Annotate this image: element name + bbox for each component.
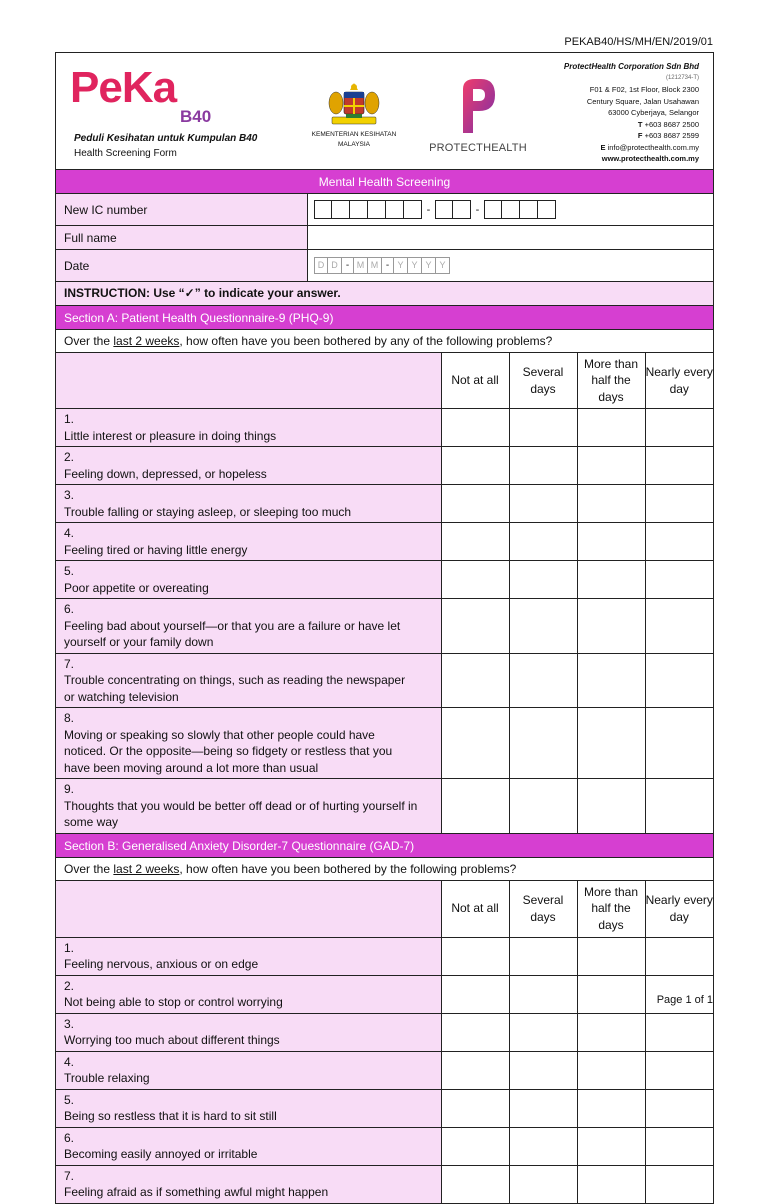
question-label: Feeling down, depressed, or hopeless xyxy=(64,466,267,481)
table-row xyxy=(56,937,713,975)
section-a-question-pre: Over the xyxy=(64,334,114,348)
answer-cell[interactable] xyxy=(441,779,509,833)
question-text xyxy=(56,561,441,599)
email-address: info@protecthealth.com.my xyxy=(607,142,699,152)
ic-digit-box[interactable] xyxy=(538,200,556,219)
answer-cell[interactable] xyxy=(577,409,645,447)
address-line-1: F01 & F02, 1st Floor, Block 2300 xyxy=(589,85,699,94)
question-label: Worrying too much about different things xyxy=(64,1033,280,1047)
answer-cell[interactable] xyxy=(441,708,509,779)
page-number: Page 1 of 1 xyxy=(656,994,713,1006)
answer-cell[interactable] xyxy=(441,409,509,447)
telephone-label: T xyxy=(637,119,643,129)
ic-digit-box[interactable] xyxy=(386,200,404,219)
table-row xyxy=(56,1013,713,1051)
question-text xyxy=(56,485,441,523)
instruction: INSTRUCTION: Use “✓” to indicate your answer. xyxy=(56,281,713,305)
form-title: Mental Health Screening xyxy=(56,169,713,193)
section-b-question-post: , how often have you been bothered by the following problems? xyxy=(179,861,517,876)
section-a-question-post: , how often have you been bothered by any of the following problems? xyxy=(179,334,553,348)
question-number: 4. xyxy=(64,526,75,540)
question-number: 8. xyxy=(64,711,75,725)
ic-number-label: New IC number xyxy=(56,194,308,225)
table-row xyxy=(56,779,713,833)
answer-cell[interactable] xyxy=(509,937,577,975)
date-separator: - xyxy=(342,257,354,274)
answer-cell[interactable] xyxy=(645,653,713,708)
answer-cell[interactable] xyxy=(645,409,713,447)
ic-digit-box[interactable] xyxy=(502,200,520,219)
answer-cell[interactable] xyxy=(509,1127,577,1165)
table-row xyxy=(56,599,713,654)
section-a-question xyxy=(56,329,713,352)
ic-number-row xyxy=(56,193,713,225)
section-b-question-emphasis: last 2 weeks xyxy=(113,861,180,876)
protecthealth-wordmark: PROTECTHEALTH xyxy=(429,142,527,154)
answer-cell[interactable] xyxy=(441,1127,509,1165)
ic-part-2[interactable] xyxy=(435,200,471,219)
phq9-header-blank xyxy=(56,353,441,409)
answer-cell[interactable] xyxy=(509,599,577,654)
question-number: 3. xyxy=(64,488,75,502)
date-year-box[interactable]: Y xyxy=(436,257,450,274)
website: www.protecthealth.com.my xyxy=(601,154,699,163)
option-more-than-half: More than half the days xyxy=(577,353,645,409)
address-line-2: Century Square, Jalan Usahawan xyxy=(586,96,699,106)
answer-cell[interactable] xyxy=(441,447,509,485)
answer-cell[interactable] xyxy=(577,708,645,779)
answer-cell[interactable] xyxy=(441,1089,509,1127)
answer-cell[interactable] xyxy=(645,1051,713,1089)
section-a-title: Section A: Patient Health Questionnaire-9 (PHQ-9) xyxy=(56,305,713,329)
answer-cell[interactable] xyxy=(577,523,645,561)
fax-number: +603 8687 2599 xyxy=(644,131,699,140)
answer-cell[interactable] xyxy=(645,447,713,485)
answer-cell[interactable] xyxy=(577,653,645,708)
question-label: Little interest or pleasure in doing things xyxy=(64,428,277,443)
full-name-field[interactable] xyxy=(308,226,713,249)
ministry-crest xyxy=(306,81,402,149)
answer-cell[interactable] xyxy=(441,1165,509,1203)
answer-cell[interactable] xyxy=(577,1051,645,1089)
company-address-block xyxy=(564,61,699,165)
answer-cell[interactable] xyxy=(509,779,577,833)
question-number: 3. xyxy=(64,1016,75,1031)
question-text xyxy=(56,409,441,447)
phq9-table xyxy=(56,352,713,833)
answer-cell[interactable] xyxy=(645,561,713,599)
question-number: 1. xyxy=(64,940,75,955)
question-text xyxy=(56,1127,441,1165)
answer-cell[interactable] xyxy=(645,599,713,654)
answer-cell[interactable] xyxy=(441,1051,509,1089)
answer-cell[interactable] xyxy=(441,485,509,523)
date-month-box[interactable]: M xyxy=(368,257,382,274)
peka-logo: PeKa xyxy=(70,63,177,112)
fax-label: F xyxy=(637,131,643,140)
answer-cell[interactable] xyxy=(441,653,509,708)
answer-cell[interactable] xyxy=(509,653,577,708)
ic-digit-box[interactable] xyxy=(350,200,368,219)
phq9-header-row xyxy=(56,353,713,409)
table-row xyxy=(56,485,713,523)
company-registration: (1212734-T) xyxy=(665,74,699,81)
answer-cell[interactable] xyxy=(645,708,713,779)
answer-cell[interactable] xyxy=(577,561,645,599)
telephone xyxy=(564,119,699,131)
question-label: Not being able to stop or control worrying xyxy=(64,995,283,1009)
option-nearly-every-day: Nearly every day xyxy=(645,353,713,409)
question-number: 9. xyxy=(64,782,75,796)
answer-cell[interactable] xyxy=(645,1127,713,1165)
question-number: 6. xyxy=(64,602,75,616)
protecthealth-p-icon xyxy=(457,75,499,135)
answer-cell[interactable] xyxy=(441,937,509,975)
question-number: 6. xyxy=(64,1130,75,1145)
protecthealth-logo xyxy=(428,75,528,154)
date-label: Date xyxy=(56,250,308,281)
date-boxes[interactable] xyxy=(314,257,450,274)
answer-cell[interactable] xyxy=(577,937,645,975)
answer-cell[interactable] xyxy=(645,779,713,833)
question-text xyxy=(56,599,441,654)
table-row xyxy=(56,1051,713,1089)
question-label: Trouble falling or staying asleep, or sleeping too much xyxy=(64,504,352,519)
answer-cell[interactable] xyxy=(509,1089,577,1127)
ic-number-field[interactable] xyxy=(308,194,713,225)
question-text xyxy=(56,523,441,561)
ic-digit-box[interactable] xyxy=(404,200,422,219)
form-header xyxy=(56,53,713,169)
question-number: 5. xyxy=(64,564,75,578)
answer-cell[interactable] xyxy=(577,779,645,833)
answer-cell[interactable] xyxy=(577,1089,645,1127)
option-not-at-all: Not at all xyxy=(441,880,509,937)
question-number: 2. xyxy=(64,978,75,993)
option-nearly-every-day: Nearly every day xyxy=(645,880,713,937)
answer-cell[interactable] xyxy=(509,409,577,447)
table-row xyxy=(56,561,713,599)
ic-digit-box[interactable] xyxy=(314,200,332,219)
question-number: 1. xyxy=(64,412,75,426)
email xyxy=(564,142,699,154)
document-reference: PEKAB40/HS/MH/EN/2019/01 xyxy=(564,36,713,48)
question-text xyxy=(56,1051,441,1089)
answer-cell[interactable] xyxy=(577,485,645,523)
question-label: Feeling bad about yourself—or that you are a failure or have let yourself or your family down xyxy=(64,618,401,649)
date-year-box[interactable]: Y xyxy=(408,257,422,274)
health-screening-form xyxy=(55,52,714,1204)
ic-digit-box[interactable] xyxy=(368,200,386,219)
full-name-label: Full name xyxy=(56,226,308,249)
option-not-at-all: Not at all xyxy=(441,353,509,409)
question-label: Feeling nervous, anxious or on edge xyxy=(64,957,259,971)
ic-separator: - xyxy=(426,203,431,216)
fax xyxy=(564,130,699,142)
answer-cell[interactable] xyxy=(441,523,509,561)
question-text xyxy=(56,1165,441,1203)
date-year-box[interactable]: Y xyxy=(394,257,408,274)
section-a-question-emphasis: last 2 weeks xyxy=(113,334,180,348)
question-number: 7. xyxy=(64,1168,75,1183)
question-label: Poor appetite or overeating xyxy=(64,580,209,595)
answer-cell[interactable] xyxy=(577,975,645,1013)
answer-cell[interactable] xyxy=(645,1165,713,1203)
ministry-name-line1: KEMENTERIAN KESIHATAN xyxy=(311,131,397,138)
answer-cell[interactable] xyxy=(577,599,645,654)
answer-cell[interactable] xyxy=(577,1127,645,1165)
answer-cell[interactable] xyxy=(577,1013,645,1051)
option-several-days: Several days xyxy=(509,353,577,409)
ministry-name-line2: MALAYSIA xyxy=(337,141,371,148)
date-day-box[interactable]: D xyxy=(328,257,342,274)
answer-cell[interactable] xyxy=(509,485,577,523)
gad7-header-blank xyxy=(56,880,441,937)
date-row xyxy=(56,249,713,281)
question-text xyxy=(56,937,441,975)
date-field[interactable] xyxy=(308,250,713,281)
answer-cell[interactable] xyxy=(509,708,577,779)
question-label: Feeling afraid as if something awful might happen xyxy=(64,1185,329,1199)
question-label: Trouble relaxing xyxy=(64,1071,150,1085)
question-number: 2. xyxy=(64,450,75,464)
question-label: Being so restless that it is hard to sit still xyxy=(64,1109,277,1123)
date-separator: - xyxy=(382,257,394,274)
table-row xyxy=(56,708,713,779)
gad7-table xyxy=(56,880,713,1203)
full-name-row xyxy=(56,225,713,249)
answer-cell[interactable] xyxy=(577,447,645,485)
section-b-question-pre: Over the xyxy=(64,861,114,876)
table-row xyxy=(56,523,713,561)
date-day-box[interactable]: D xyxy=(314,257,328,274)
question-label: Moving or speaking so slowly that other people could have noticed. Or the opposite—being so fidgety or restless that you have been moving around a lot more than usual xyxy=(64,727,393,775)
answer-cell[interactable] xyxy=(509,447,577,485)
date-year-box[interactable]: Y xyxy=(422,257,436,274)
answer-cell[interactable] xyxy=(509,975,577,1013)
answer-cell[interactable] xyxy=(441,599,509,654)
tagline: Peduli Kesihatan untuk Kumpulan B40 xyxy=(74,133,258,144)
question-text xyxy=(56,1013,441,1051)
gad7-header-row xyxy=(56,880,713,937)
peka-logo-b40: B40 xyxy=(180,107,212,126)
ic-digit-box[interactable] xyxy=(435,200,453,219)
answer-cell[interactable] xyxy=(645,523,713,561)
telephone-number: +603 8687 2500 xyxy=(644,119,699,129)
table-row xyxy=(56,447,713,485)
question-text xyxy=(56,447,441,485)
answer-cell[interactable] xyxy=(509,523,577,561)
option-more-than-half: More than half the days xyxy=(577,880,645,937)
ic-digit-box[interactable] xyxy=(520,200,538,219)
form-subtitle: Health Screening Form xyxy=(74,148,177,159)
answer-cell[interactable] xyxy=(441,1013,509,1051)
table-row xyxy=(56,653,713,708)
ic-digit-box[interactable] xyxy=(484,200,502,219)
question-text xyxy=(56,708,441,779)
answer-cell[interactable] xyxy=(441,561,509,599)
answer-cell[interactable] xyxy=(645,1013,713,1051)
answer-cell[interactable] xyxy=(645,1089,713,1127)
answer-cell[interactable] xyxy=(509,1051,577,1089)
answer-cell[interactable] xyxy=(509,561,577,599)
question-number: 4. xyxy=(64,1054,75,1069)
question-text xyxy=(56,779,441,833)
address-line-3: 63000 Cyberjaya, Selangor xyxy=(608,108,699,117)
table-row xyxy=(56,409,713,447)
ic-separator: - xyxy=(475,203,480,216)
coat-of-arms-icon xyxy=(324,81,384,129)
question-text xyxy=(56,653,441,708)
answer-cell[interactable] xyxy=(645,485,713,523)
question-label: Thoughts that you would be better off dead or of hurting yourself in some way xyxy=(64,798,418,829)
answer-cell[interactable] xyxy=(509,1013,577,1051)
answer-cell[interactable] xyxy=(441,975,509,1013)
table-row xyxy=(56,1165,713,1203)
answer-cell[interactable] xyxy=(577,1165,645,1203)
date-month-box[interactable]: M xyxy=(354,257,368,274)
table-row xyxy=(56,1127,713,1165)
ic-digit-box[interactable] xyxy=(332,200,350,219)
ic-digit-box[interactable] xyxy=(453,200,471,219)
table-row xyxy=(56,975,713,1013)
question-text xyxy=(56,975,441,1013)
ic-part-1[interactable] xyxy=(314,200,422,219)
question-number: 7. xyxy=(64,656,75,671)
company-name: ProtectHealth Corporation Sdn Bhd xyxy=(563,62,699,71)
answer-cell[interactable] xyxy=(645,937,713,975)
question-text xyxy=(56,1089,441,1127)
table-row xyxy=(56,1089,713,1127)
question-label: Becoming easily annoyed or irritable xyxy=(64,1147,258,1161)
ic-part-3[interactable] xyxy=(484,200,556,219)
section-b-question xyxy=(56,857,713,880)
question-label: Trouble concentrating on things, such as reading the newspaper or watching television xyxy=(64,673,406,704)
email-label: E xyxy=(600,142,606,152)
question-number: 5. xyxy=(64,1092,75,1107)
answer-cell[interactable] xyxy=(509,1165,577,1203)
section-b-title: Section B: Generalised Anxiety Disorder-7 Questionnaire (GAD-7) xyxy=(56,833,713,857)
option-several-days: Several days xyxy=(509,880,577,937)
question-label: Feeling tired or having little energy xyxy=(64,542,248,557)
